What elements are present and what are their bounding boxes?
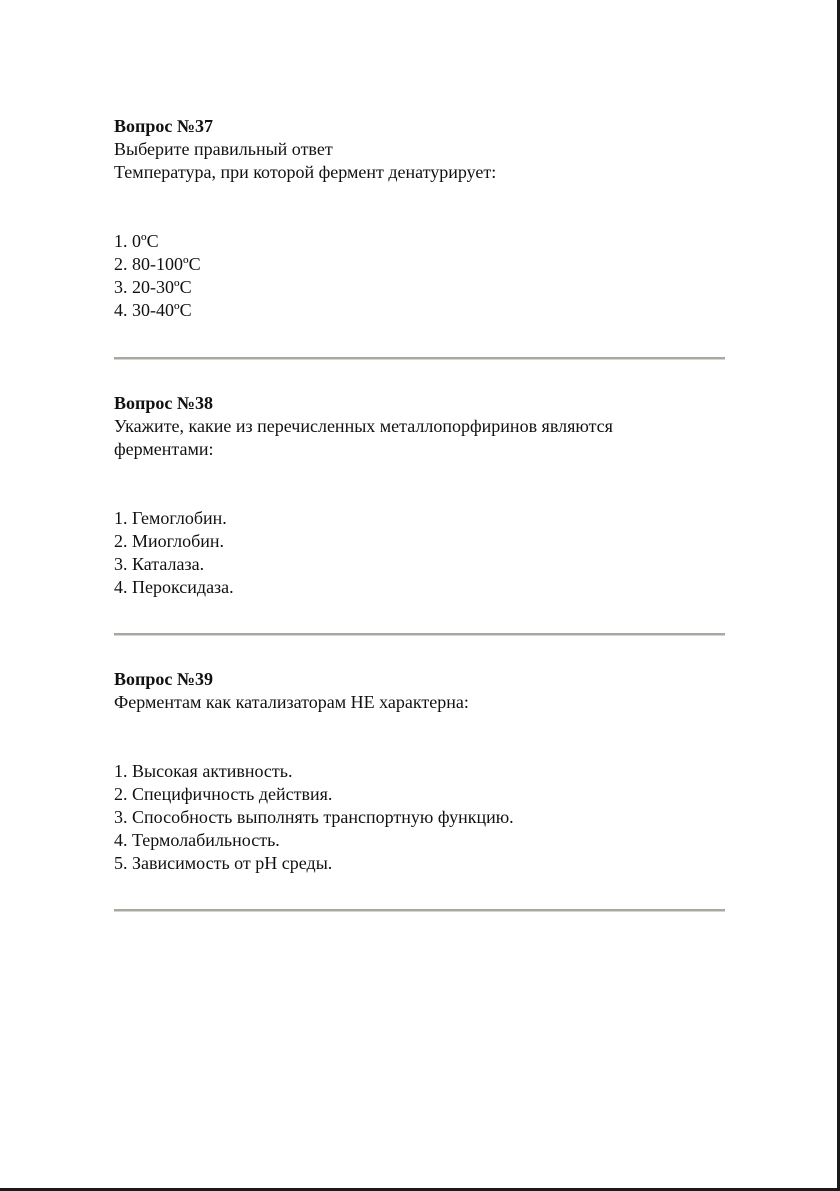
answer-item: 4. Термолабильность. — [114, 830, 280, 850]
answer-item: 4. 30-40ºC — [114, 300, 192, 320]
answer-item: 3. Способность выполнять транспортную функцию. — [114, 807, 514, 827]
answer-list — [114, 507, 726, 599]
answer-item: 1. Высокая активность. — [114, 761, 293, 781]
question-39 — [114, 668, 726, 714]
answer-list — [114, 760, 726, 875]
answer-item: 3. 20-30ºC — [114, 277, 192, 297]
answer-item: 1. 0ºC — [114, 231, 159, 251]
section-divider — [114, 633, 725, 636]
question-37 — [114, 115, 726, 184]
question-title: Вопрос №39 — [114, 669, 213, 689]
answer-item: 3. Каталаза. — [114, 554, 205, 574]
question-text: Укажите, какие из перечисленных металлопорфиринов являются — [114, 416, 613, 436]
question-text: Температура, при которой фермент денатурирует: — [114, 162, 497, 182]
section-divider — [114, 909, 725, 912]
question-text: ферментами: — [114, 439, 214, 459]
question-title: Вопрос №38 — [114, 393, 213, 413]
answer-item: 1. Гемоглобин. — [114, 508, 227, 528]
answer-item: 5. Зависимость от pH среды. — [114, 853, 333, 873]
answer-item: 2. 80-100ºC — [114, 254, 201, 274]
answer-item: 4. Пероксидаза. — [114, 577, 234, 597]
question-text: Выберите правильный ответ — [114, 139, 333, 159]
answer-item: 2. Миоглобин. — [114, 531, 225, 551]
answer-item: 2. Специфичность действия. — [114, 784, 333, 804]
answer-list — [114, 230, 726, 322]
question-38 — [114, 392, 726, 461]
question-text: Ферментам как катализаторам НЕ характерна: — [114, 692, 469, 712]
question-title: Вопрос №37 — [114, 116, 213, 136]
section-divider — [114, 357, 725, 360]
